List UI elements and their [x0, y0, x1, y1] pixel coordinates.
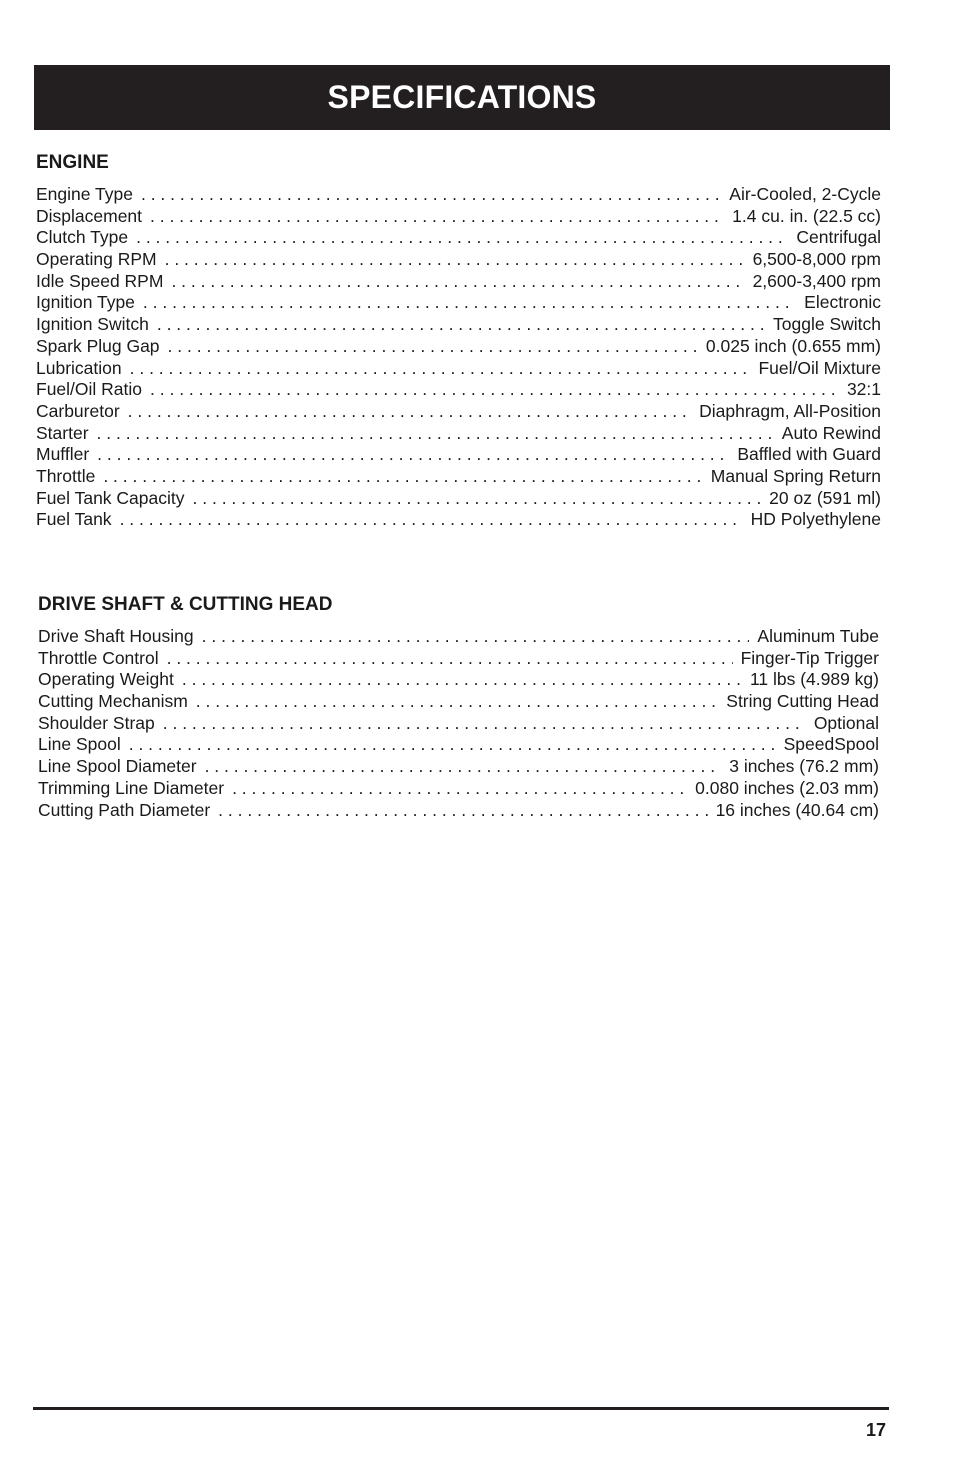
dot-leader [205, 756, 722, 778]
spec-label: Clutch Type [36, 227, 129, 248]
spec-value: Air-Cooled, 2-Cycle [729, 184, 881, 204]
spec-row [36, 466, 881, 488]
spec-row [36, 227, 881, 249]
spec-value: SpeedSpool [783, 734, 879, 755]
spec-label: Ignition Switch [36, 314, 149, 335]
spec-label: Trimming Line Diameter [38, 777, 225, 798]
spec-label: Muffler [36, 444, 90, 465]
spec-row [38, 734, 879, 756]
spec-row [36, 249, 881, 271]
drive-shaft-heading: DRIVE SHAFT & CUTTING HEAD [38, 594, 333, 615]
page-title: SPECIFICATIONS [327, 79, 597, 115]
spec-row [38, 713, 879, 735]
spec-label: Line Spool Diameter [38, 756, 197, 777]
dot-leader [130, 358, 751, 380]
spec-row [36, 358, 881, 380]
spec-label: Cutting Path Diameter [38, 799, 211, 820]
spec-label: Fuel/Oil Ratio [36, 379, 143, 400]
dot-leader [167, 648, 733, 670]
spec-row [38, 800, 879, 822]
spec-value: Electronic [804, 292, 881, 313]
dot-leader [232, 778, 687, 800]
spec-row [38, 669, 879, 691]
spec-value: 3 inches (76.2 mm) [729, 756, 879, 777]
dot-leader [150, 379, 839, 401]
spec-row [36, 206, 881, 228]
spec-row [36, 509, 881, 531]
spec-row [38, 778, 879, 800]
dot-leader [129, 734, 776, 756]
dot-leader [168, 336, 698, 358]
spec-label: Fuel Tank Capacity [36, 487, 185, 508]
engine-spec-list [36, 184, 881, 531]
spec-value: 2,600-3,400 rpm [752, 270, 881, 291]
spec-row [38, 691, 879, 713]
spec-value: 16 inches (40.64 cm) [715, 799, 879, 820]
spec-value: HD Polyethylene [750, 509, 881, 530]
spec-row [38, 626, 879, 648]
spec-row [38, 648, 879, 670]
spec-label: Starter [36, 422, 89, 443]
spec-value: 32:1 [846, 379, 881, 400]
spec-value: 0.025 inch (0.655 mm) [705, 335, 881, 356]
spec-row [36, 444, 881, 466]
footer-rule [33, 1407, 889, 1410]
spec-value: Optional [813, 712, 879, 733]
spec-row [38, 756, 879, 778]
spec-label: Lubrication [36, 357, 122, 378]
spec-value: Finger-Tip Trigger [740, 647, 879, 668]
dot-leader [163, 713, 806, 735]
dot-leader [182, 669, 742, 691]
dot-leader [141, 184, 721, 206]
spec-value: 11 lbs (4.989 kg) [749, 669, 879, 690]
spec-label: Displacement [36, 205, 143, 226]
spec-value: 0.080 inches (2.03 mm) [695, 777, 879, 798]
spec-value: Auto Rewind [781, 422, 881, 443]
spec-row [36, 488, 881, 510]
dot-leader [171, 271, 744, 293]
spec-row [36, 184, 881, 206]
spec-label: Ignition Type [36, 292, 135, 313]
dot-leader [196, 691, 718, 713]
spec-value: Aluminum Tube [757, 626, 879, 646]
spec-value: Manual Spring Return [710, 465, 881, 486]
spec-value: String Cutting Head [726, 691, 879, 712]
spec-label: Throttle [36, 465, 96, 486]
page-number: 17 [865, 1420, 886, 1440]
spec-label: Throttle Control [38, 647, 159, 668]
dot-leader [150, 206, 724, 228]
spec-label: Drive Shaft Housing [38, 626, 194, 646]
spec-label: Shoulder Strap [38, 712, 155, 733]
spec-label: Fuel Tank [36, 509, 112, 530]
dot-leader [202, 626, 750, 648]
spec-label: Carburetor [36, 400, 120, 421]
dot-leader [97, 423, 774, 445]
dot-leader [165, 249, 745, 271]
spec-value: Centrifugal [796, 227, 881, 248]
spec-value: 1.4 cu. in. (22.5 cc) [732, 205, 881, 226]
spec-label: Idle Speed RPM [36, 270, 164, 291]
dot-leader [143, 292, 796, 314]
drive-shaft-section [38, 592, 879, 821]
spec-row [36, 336, 881, 358]
dot-leader [120, 509, 743, 531]
spec-label: Cutting Mechanism [38, 691, 188, 712]
spec-label: Operating Weight [38, 669, 174, 690]
dot-leader [128, 401, 691, 423]
spec-row [36, 379, 881, 401]
drive-shaft-spec-list [38, 626, 879, 821]
dot-leader [157, 314, 765, 336]
dot-leader [193, 488, 762, 510]
spec-row [36, 423, 881, 445]
spec-row [36, 314, 881, 336]
spec-value: 20 oz (591 ml) [769, 487, 881, 508]
dot-leader [136, 227, 788, 249]
spec-row [36, 271, 881, 293]
spec-value: Fuel/Oil Mixture [758, 357, 881, 378]
dot-leader [103, 466, 702, 488]
spec-row [36, 401, 881, 423]
engine-heading: ENGINE [36, 152, 109, 173]
spec-value: Toggle Switch [773, 314, 881, 335]
spec-value: Baffled with Guard [737, 444, 881, 465]
spec-label: Operating RPM [36, 249, 157, 270]
dot-leader [218, 800, 707, 822]
engine-section [36, 150, 881, 531]
spec-label: Line Spool [38, 734, 121, 755]
spec-value: Diaphragm, All-Position [699, 400, 881, 421]
spec-label: Spark Plug Gap [36, 335, 160, 356]
title-banner [34, 65, 890, 130]
spec-value: 6,500-8,000 rpm [752, 249, 881, 270]
dot-leader [97, 444, 729, 466]
spec-label: Engine Type [36, 184, 133, 204]
spec-row [36, 292, 881, 314]
